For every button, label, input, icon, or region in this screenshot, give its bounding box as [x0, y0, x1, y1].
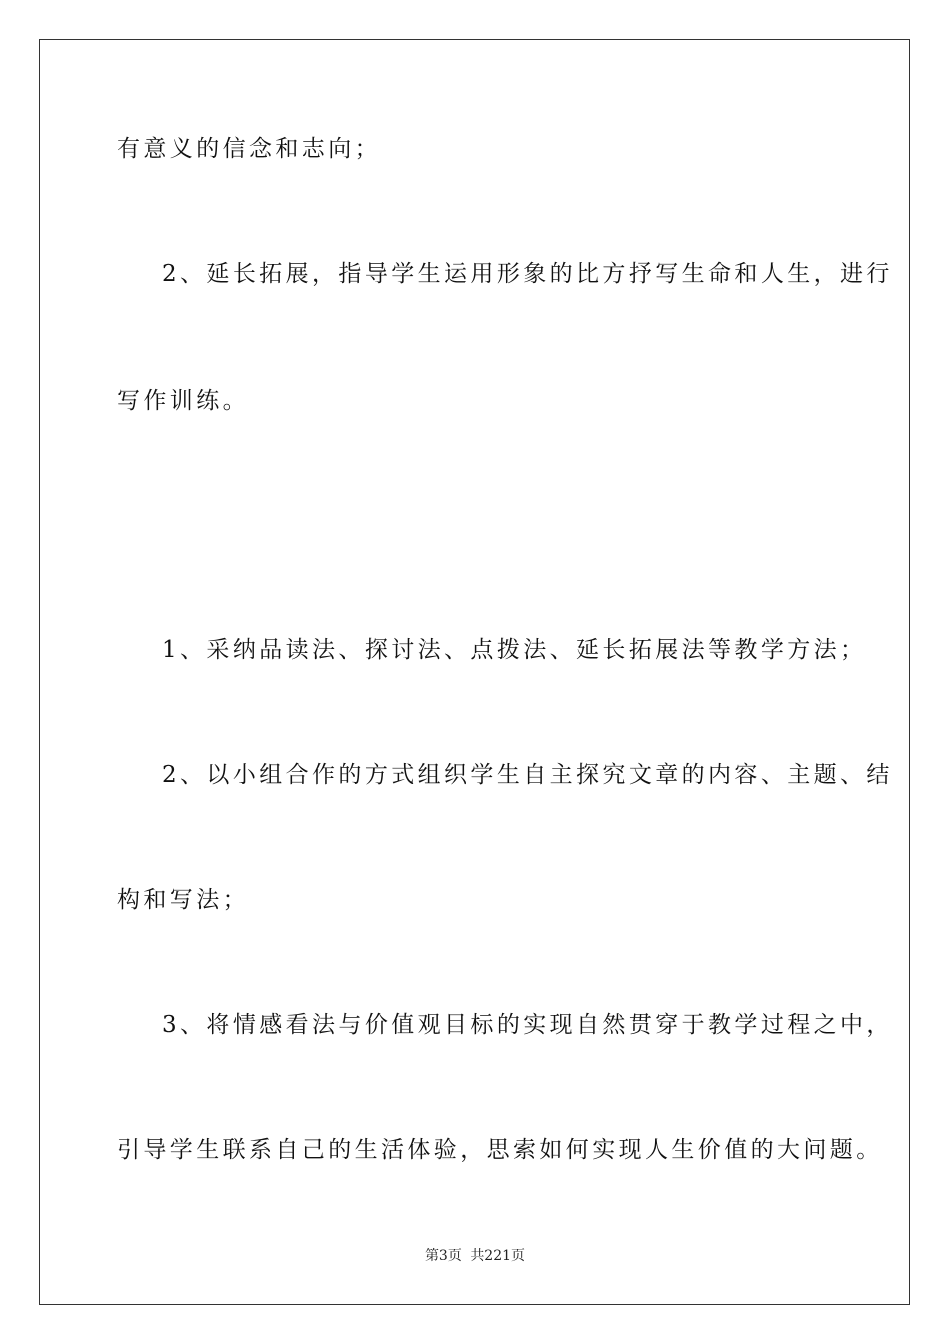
- text-line: 2、延长拓展，指导学生运用形象的比方抒写生命和人生，进行: [162, 261, 893, 287]
- text-line: 引导学生联系自己的生活体验，思索如何实现人生价值的大问题。: [117, 1137, 883, 1163]
- text-line: 构和写法；: [117, 887, 249, 913]
- page-frame: [39, 39, 910, 1305]
- text-line: 2、以小组合作的方式组织学生自主探究文章的内容、主题、结: [162, 762, 893, 788]
- page-footer: [0, 1247, 950, 1265]
- text-line: 有意义的信念和志向；: [117, 136, 381, 162]
- page-number: 第3页: [424, 1248, 462, 1264]
- text-line: 写作训练。: [117, 388, 249, 414]
- text-line: 3、将情感看法与价值观目标的实现自然贯穿于教学过程之中，: [162, 1012, 893, 1038]
- page-total: 共221页: [470, 1248, 526, 1264]
- text-line: 1、采纳品读法、探讨法、点拨法、延长拓展法等教学方法；: [162, 637, 867, 663]
